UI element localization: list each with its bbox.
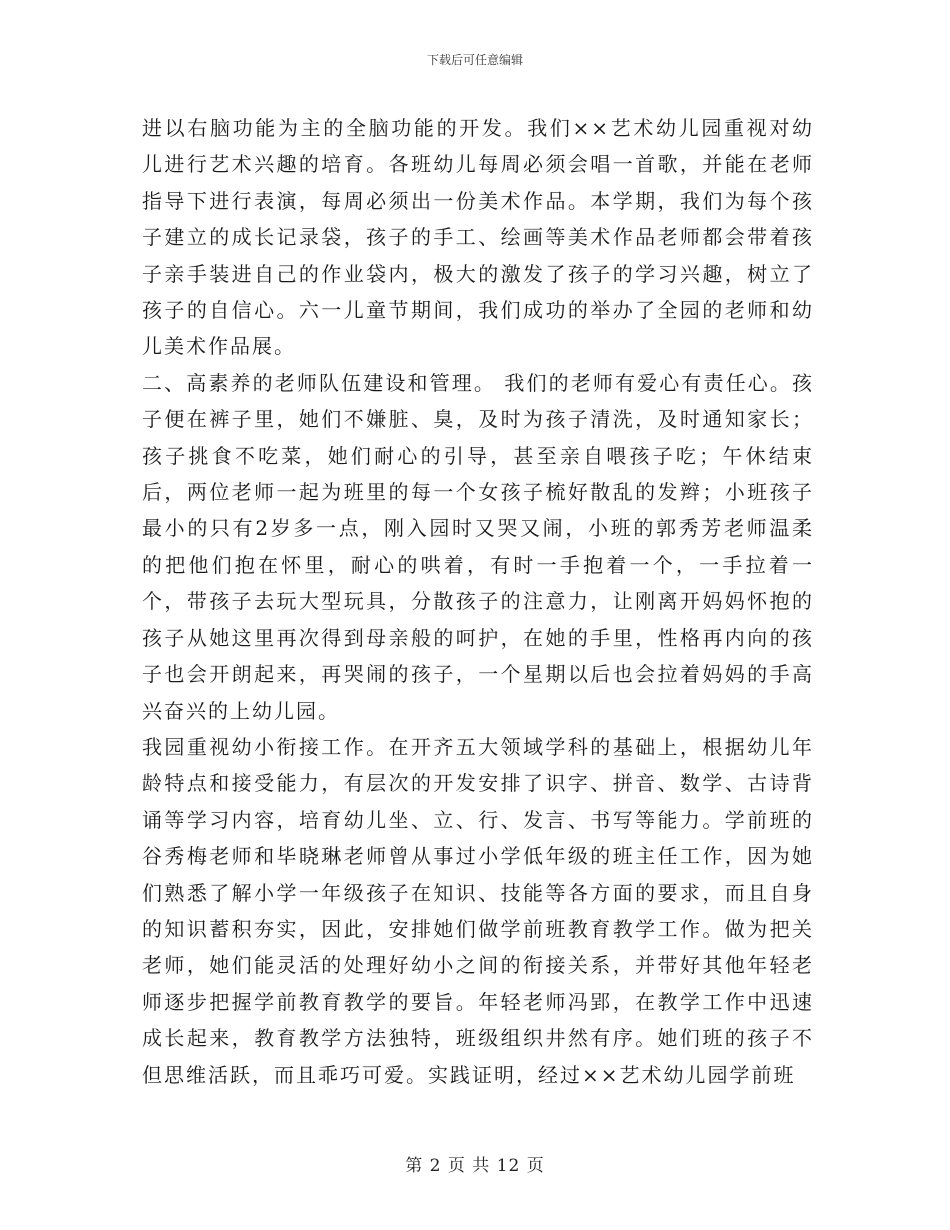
paragraph-teacher-team: 二、高素养的老师队伍建设和管理。 我们的老师有爱心有责任心。孩子便在裤子里，她们不嫌脏、臭，及时为孩子清洗，及时通知家长；孩子挑食不吃菜，她们耐心的引导，甚至亲自喂孩子吃；午休结束后，两位老师一起为班里的每一个女孩子梳好散乱的发辫；小班孩子最小的只有2岁多一点，刚入园时又哭又闹，小班的郭秀芳老师温柔的把他们抱在怀里，耐心的哄着，有时一手抱着一个，一手拉着一个，带孩子去玩大型玩具，分散孩子的注意力，让刚离开妈妈怀抱的孩子从她这里再次得到母亲般的呵护，在她的手里，性格再内向的孩子也会开朗起来，再哭闹的孩子，一个星期以后也会拉着妈妈的手高兴奋兴的上幼儿园。 [142,370,814,723]
paragraph-kindergarten-transition: 我园重视幼小衔接工作。在开齐五大领域学科的基础上，根据幼儿年龄特点和接受能力，有层次的开发安排了识字、拼音、数学、古诗背诵等学习内容，培育幼儿坐、立、行、发言、书写等能力。学前班的谷秀梅老师和毕晓琳老师曾从事过小学低年级的班主任工作，因为她们熟悉了解小学一年级孩子在知识、技能等各方面的要求，而且自身的知识蓄积夯实，因此，安排她们做学前班教育教学工作。做为把关老师，她们能灵活的处理好幼小之间的衔接关系，并带好其他年轻老师逐步把握学前教育教学的要旨。年轻老师冯郢，在教学工作中迅速成长起来，教育教学方法独特，班级组织井然有序。她们班的孩子不但思维活跃，而且乖巧可爱。实践证明，经过××艺术幼儿园学前班 [142,734,814,1087]
document-body [142,110,814,1093]
page-number-footer: 第 2 页 共 12 页 [405,1156,545,1176]
page-header: 下载后可任意编辑 [426,53,523,67]
paragraph-art-education: 进以右脑功能为主的全脑功能的开发。我们××艺术幼儿园重视对幼儿进行艺术兴趣的培育。各班幼儿每周必须会唱一首歌，并能在老师指导下进行表演，每周必须出一份美术作品。本学期，我们为每个孩子建立的成长记录袋，孩子的手工、绘画等美术作品老师都会带着孩子亲手装进自己的作业袋内，极大的激发了孩子的学习兴趣，树立了孩子的自信心。六一儿童节期间，我们成功的举办了全园的老师和幼儿美术作品展。 [142,116,814,359]
